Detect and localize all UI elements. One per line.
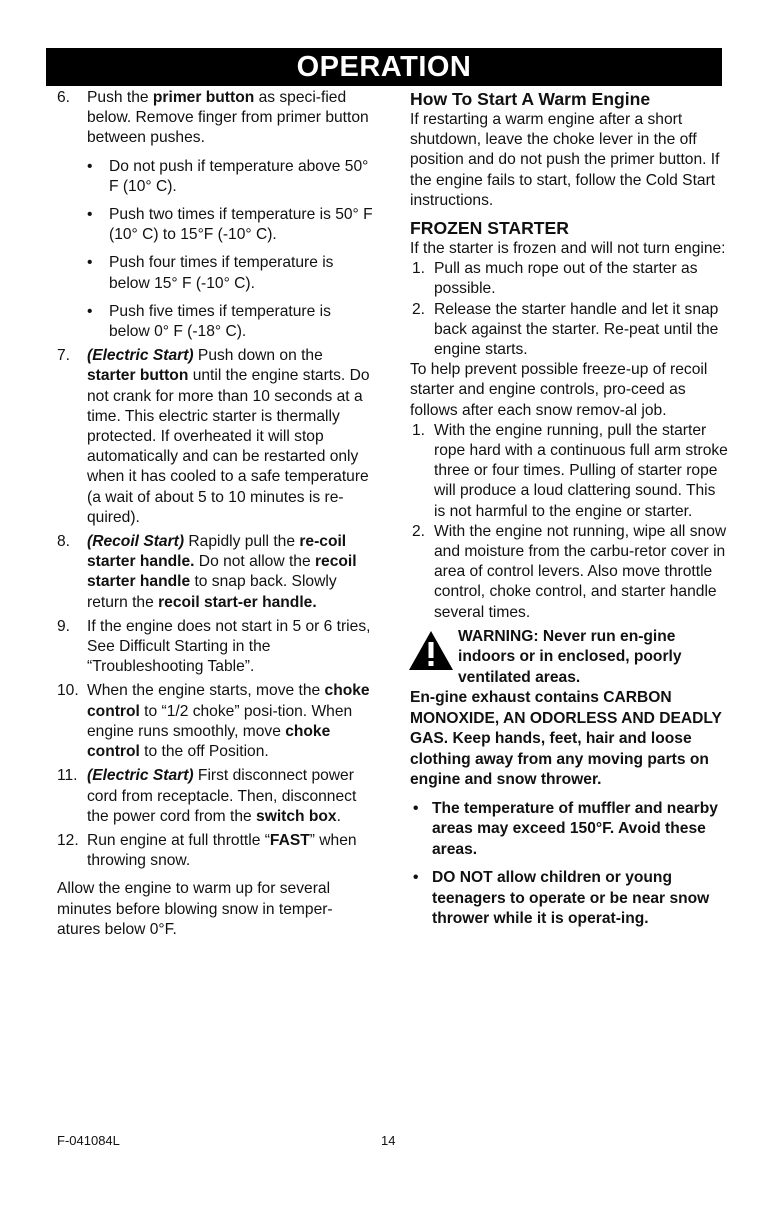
page-header <box>46 48 722 86</box>
closing-paragraph: Allow the engine to warm up for several minutes before blowing snow in temper-atures below 0°F. <box>57 880 333 938</box>
step-text: If the engine does not start in 5 or 6 tries, See Difficult Starting in the “Troubleshooting Table”. <box>87 617 371 676</box>
step-number: 12. <box>57 831 79 849</box>
left-column <box>57 88 375 940</box>
step-6 <box>57 88 375 149</box>
frozen-intro: If the starter is frozen and will not turn engine: <box>410 240 726 258</box>
step-label: (Recoil Start) <box>87 533 185 551</box>
bullet <box>57 205 375 245</box>
bullet <box>57 253 375 293</box>
warning-block <box>410 627 728 930</box>
step-number: 1. <box>412 421 426 439</box>
step-text: Push the <box>87 89 153 106</box>
step-number: 2. <box>412 522 426 540</box>
step-text: With the engine running, pull the starter rope hard with a continuous full arm stroke three or four times. Pulling of starter rope will produce a loud clattering sound. This is not harmful to the engine or starter. <box>434 421 728 520</box>
prevent-intro: To help prevent possible freeze-up of recoil starter and engine controls, pro-ceed as follows after each snow remov-al job. <box>410 361 708 419</box>
step-10 <box>57 681 375 762</box>
step-text: When the engine starts, move the <box>87 682 325 700</box>
step-text: to snap back. Slowly return the <box>87 573 337 611</box>
step-11 <box>57 766 375 827</box>
step-text: . <box>336 807 341 825</box>
step-bold: primer button <box>152 89 255 106</box>
step-bold: choke control <box>87 722 331 761</box>
section-title: OPERATION <box>296 51 472 83</box>
step-number: 11. <box>57 767 78 785</box>
warning-title: WARNING: Never run en-gine indoors or in enclosed, poorly ventilated areas. <box>458 627 682 686</box>
warning-heading <box>410 627 728 689</box>
warm-engine-heading: How To Start A Warm Engine <box>410 89 651 109</box>
step-text: ” when throwing snow. <box>87 831 357 870</box>
bullet-text: Push two times if temperature is 50° F (10° C) to 15°F (-10° C). <box>109 206 373 244</box>
warm-engine-text: If restarting a warm engine after a short shutdown, leave the choke lever in the off position and do not push the primer button. If the engine fails to start, follow the Cold Start instructions. <box>410 111 720 209</box>
step-text: Rapidly pull the <box>184 533 300 551</box>
step-text: Release the starter handle and let it snap back against the starter. Re-peat until the engine starts. <box>434 300 719 359</box>
page-number: 14 <box>381 1133 396 1148</box>
frozen-step <box>410 259 728 299</box>
frozen-step <box>410 300 728 361</box>
bullet-dot-icon: • <box>413 869 419 887</box>
step-text: to the off Position. <box>139 743 269 761</box>
step-text: Push down on the <box>193 347 323 365</box>
right-column <box>410 88 728 930</box>
bullet-dot-icon: • <box>87 254 93 272</box>
bullet-dot-icon: • <box>87 206 93 224</box>
step-text: as speci-fied below. Remove finger from primer button between pushes. <box>87 89 369 147</box>
step-12 <box>57 831 375 871</box>
warning-triangle-icon <box>408 629 454 671</box>
step-label: (Electric Start) <box>87 347 194 365</box>
bullet-dot-icon: • <box>87 302 93 320</box>
bullet-text: Push five times if temperature is below 0° F (-18° C). <box>109 302 331 341</box>
bullet <box>57 302 375 342</box>
warning-bullet <box>410 868 728 930</box>
warning-bullet-text: The temperature of muffler and nearby areas may exceed 150°F. Avoid these areas. <box>432 799 718 858</box>
bullet <box>57 157 375 197</box>
bullet-text: Push four times if temperature is below 15° F (-10° C). <box>109 254 334 292</box>
step-number: 9. <box>57 617 71 635</box>
warning-bullet <box>410 799 728 861</box>
step-text: Pull as much rope out of the starter as possible. <box>434 260 698 298</box>
step-bold: choke control <box>87 682 370 720</box>
prevent-step <box>410 421 728 522</box>
warning-bullet-text: DO NOT allow children or young teenagers to operate or be near snow thrower while it is operat-ing. <box>432 869 710 928</box>
step-bold: recoil starter handle <box>87 553 357 591</box>
step-bold: recoil start-er handle. <box>158 593 317 611</box>
step-7 <box>57 346 375 528</box>
step-text: to “1/2 choke” posi-tion. When engine runs smoothly, move <box>87 702 353 740</box>
warning-body: En-gine exhaust contains CARBON MONOXIDE, AN ODORLESS AND DEADLY GAS. Keep hands, feet, hair and loose clothing away from any moving parts on engine and snow thrower. <box>410 689 722 789</box>
bullet-text: Do not push if temperature above 50° F (10° C). <box>109 157 369 195</box>
step-bold: FAST <box>269 831 310 849</box>
step-bold: re-coil starter handle. <box>87 533 347 571</box>
step-8 <box>57 532 375 613</box>
step-number: 6. <box>57 89 71 106</box>
step-text: With the engine not running, wipe all snow and moisture from the carbu-retor cover in area of control levers. Also move throttle control, choke control, and starter handle several times. <box>434 522 727 621</box>
step-bold: starter button <box>87 367 189 385</box>
step-bold: switch box <box>256 807 337 825</box>
step-number: 10. <box>57 682 79 700</box>
step-text: First disconnect power cord from receptacle. Then, disconnect the power cord from the <box>87 767 357 825</box>
step-number: 1. <box>412 260 426 278</box>
step-number: 2. <box>412 300 426 318</box>
document-code: F-041084L <box>57 1133 120 1148</box>
frozen-starter-heading: FROZEN STARTER <box>410 218 569 239</box>
step-text: Run engine at full throttle “ <box>87 831 270 849</box>
step-label: (Electric Start) <box>87 767 194 785</box>
step-number: 7. <box>57 347 71 365</box>
bullet-dot-icon: • <box>413 799 419 817</box>
step-number: 8. <box>57 533 71 551</box>
step-text: Do not allow the <box>194 553 315 571</box>
step-text: until the engine starts. Do not crank for more than 10 seconds at a time. This electric starter is thermally protected. If overheated it will stop automatically and can be restarted only when it has cooled to a safe temperature (a wait of about 5 to 10 minutes is re-quired). <box>87 367 370 526</box>
step-9 <box>57 617 375 678</box>
bullet-dot-icon: • <box>87 157 93 175</box>
prevent-step <box>410 522 728 623</box>
